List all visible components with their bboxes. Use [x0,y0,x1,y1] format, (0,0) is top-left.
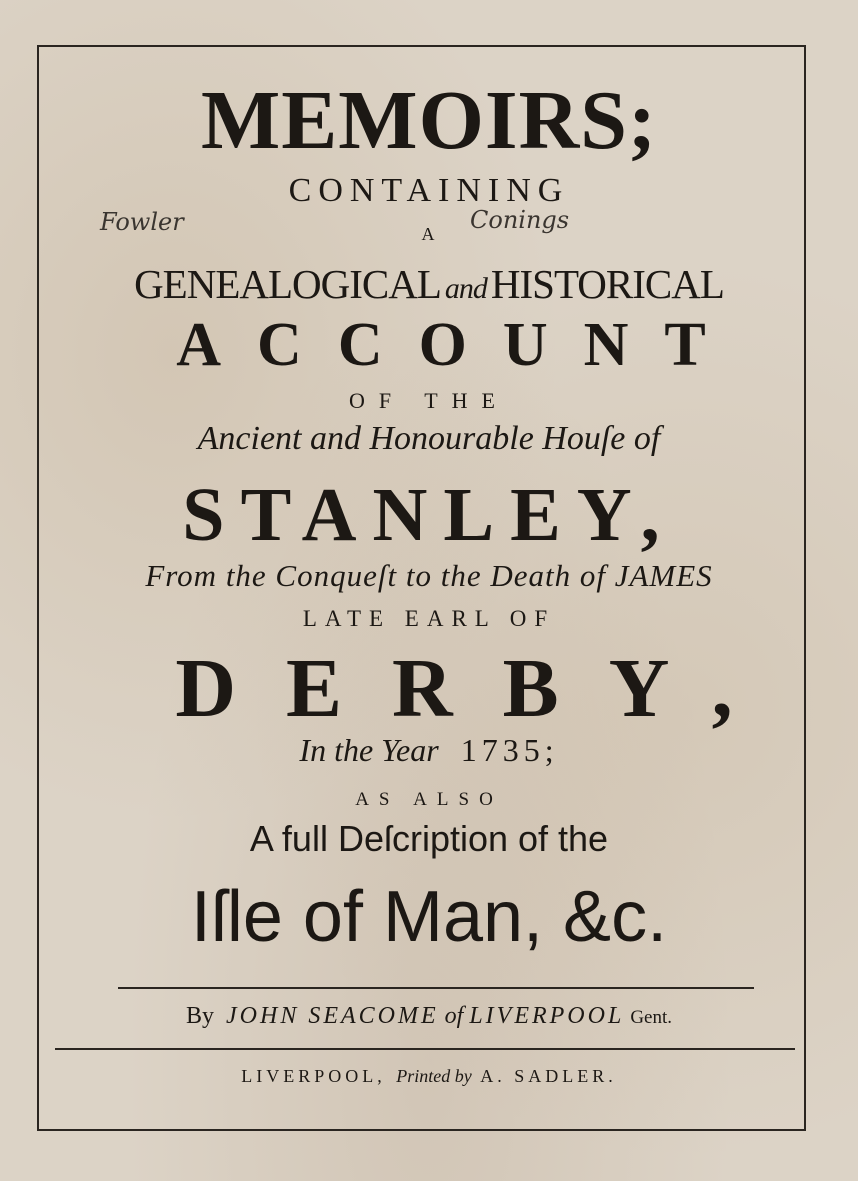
imprint-line [0,1066,858,1087]
of-word: of [444,1003,464,1029]
historical-word: HISTORICAL [490,261,724,307]
byline [0,1003,858,1030]
containing-line: CONTAINING [288,172,570,209]
handwritten-note-left: Fowler [100,208,184,236]
author-name: JOHN SEACOME [226,1003,439,1029]
gent-word: Gent. [630,1007,672,1028]
top-rule [118,987,754,989]
imprint-town: LIVERPOOL, [241,1066,386,1086]
by-word: By [185,1003,214,1029]
and-word: and [444,272,487,305]
imprint-printed: Printed by [396,1066,472,1086]
genealogical-historical-line [0,260,858,308]
in-the-year-line [0,732,858,769]
isle-of-man-line: Iſle of Man, &c. [190,877,668,957]
as-also-line: AS ALSO [355,789,503,810]
year-text: 1735; [460,732,559,768]
from-conquest-line: From the Conqueſt to the Death of JAMES [145,558,713,593]
derby-line: DERBY, [175,642,783,735]
late-earl-line: LATE EARL OF [302,606,556,631]
in-the-year-text: In the Year [299,732,439,768]
imprint-printer: A. SADLER. [480,1066,617,1086]
handwritten-note-right: Conings [470,206,570,234]
full-description-line: A full Deſcription of the [249,818,609,859]
bottom-rule [55,1048,795,1050]
genealogical-word: GENEALOGICAL [134,261,441,307]
title-memoirs: MEMOIRS; [201,74,657,167]
author-town: LIVERPOOL [469,1003,625,1029]
article-a: A [421,224,437,244]
account-line: ACCOUNT [176,311,742,379]
of-the-line: OF THE [349,388,509,413]
stanley-line: STANLEY, [182,473,676,557]
ancient-honourable-line: Ancient and Honourable Houſe of [197,420,661,457]
